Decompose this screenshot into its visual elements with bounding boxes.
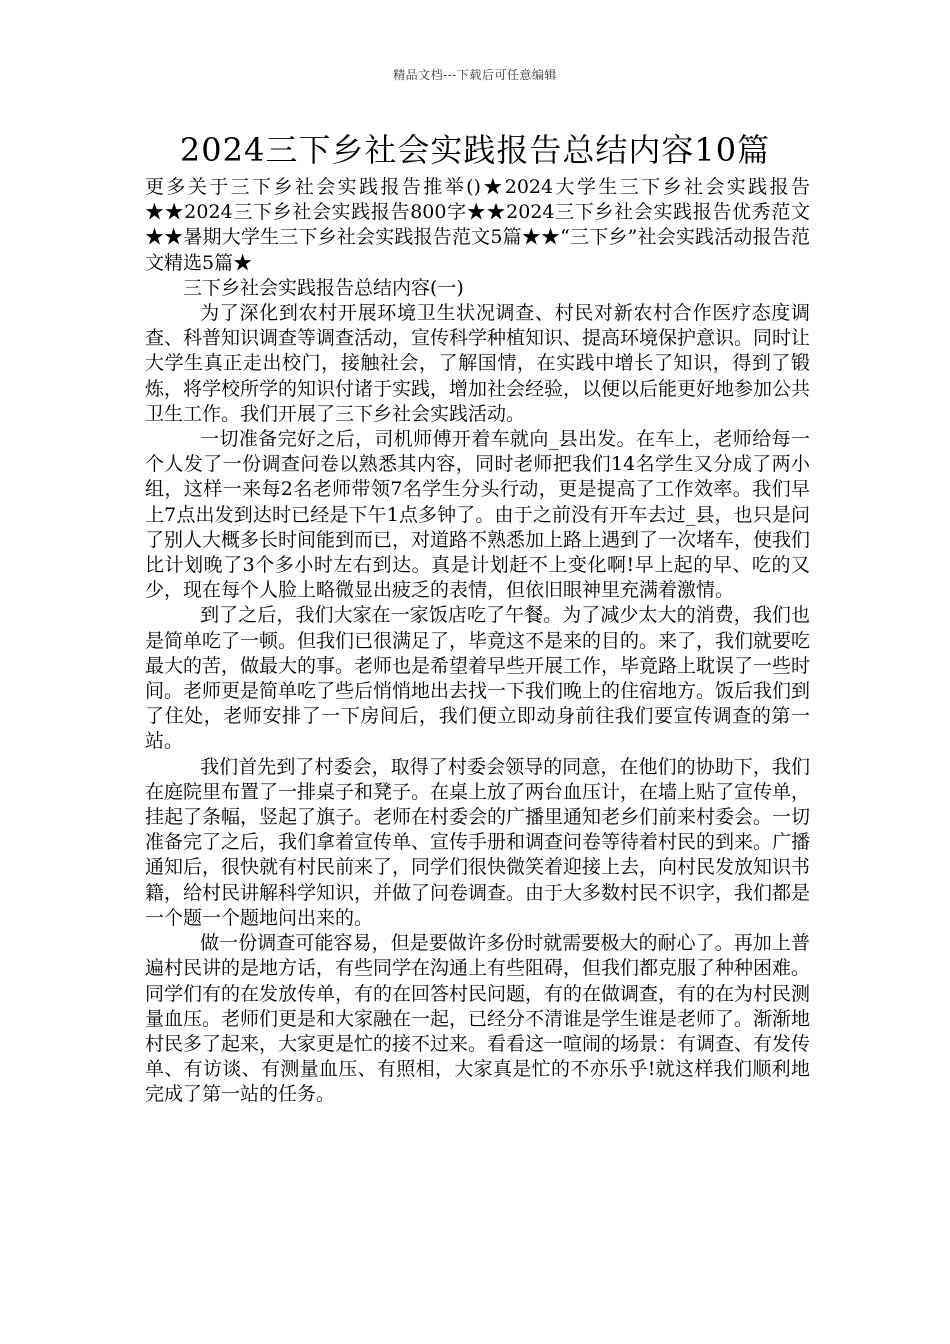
document-body [145,175,810,1108]
intro-paragraph: 更多关于三下乡社会实践报告推举()★2024大学生三下乡社会实践报告★★2024三下乡社会实践报告800字★★2024三下乡社会实践报告优秀范文★★暑期大学生三下乡社会实践报告范文5篇★★“三下乡”社会实践活动报告范文精选5篇★ [145,176,810,274]
header-note: 精品文档---下载后可任意编辑 [393,68,557,82]
document-title: 2024三下乡社会实践报告总结内容10篇 [179,131,771,169]
body-paragraph-5: 做一份调查可能容易，但是要做许多份时就需要极大的耐心了。再加上普遍村民讲的是地方话，有些同学在沟通上有些阻碍，但我们都克服了种种困难。同学们有的在发放传单，有的在回答村民问题，有的在做调查，有的在为村民测量血压。老师们更是和大家融在一起，已经分不清谁是学生谁是老师了。渐渐地村民多了起来，大家更是忙的接不过来。看看这一喧闹的场景：有调查、有发传单、有访谈、有测量血压、有照相，大家真是忙的不亦乐乎!就这样我们顺利地完成了第一站的任务。 [145,932,811,1106]
body-paragraph-1: 为了深化到农村开展环境卫生状况调查、村民对新农村合作医疗态度调查、科普知识调查等调查活动，宣传科学种植知识、提高环境保护意识。同时让大学生真正走出校门，接触社会，了解国情，在实践中增长了知识，得到了锻炼，将学校所学的知识付诸于实践，增加社会经验，以便以后能更好地参加公共卫生工作。我们开展了三下乡社会实践活动。 [145,302,811,425]
body-paragraph-2: 一切准备完好之后，司机师傅开着车就向_县出发。在车上，老师给每一个人发了一份调查问卷以熟悉其内容，同时老师把我们14名学生又分成了两小组，这样一来每2名老师带领7名学生分头行动，更是提高了工作效率。我们早上7点出发到达时已经是下午1点多钟了。由于之前没有开车去过_县，也只是问了别人大概多长时间能到而已，对道路不熟悉加上路上遇到了一次堵车，使我们比计划晚了3个多小时左右到达。真是计划赶不上变化啊!早上起的早、吃的又少，现在每个人脸上略微显出疲乏的表情，但依旧眼神里充满着激情。 [145,428,811,602]
body-paragraph-4: 我们首先到了村委会，取得了村委会领导的同意，在他们的协助下，我们在庭院里布置了一排桌子和凳子。在桌上放了两台血压计，在墙上贴了宣传单，挂起了条幅，竖起了旗子。老师在村委会的广播里通知老乡们前来村委会。一切准备完了之后，我们拿着宣传单、宣传手册和调查问卷等待着村民的到来。广播通知后，很快就有村民前来了，同学们很快微笑着迎接上去，向村民发放知识书籍，给村民讲解科学知识，并做了问卷调查。由于大多数村民不识字，我们都是一个题一个题地问出来的。 [145,755,811,929]
body-paragraph-3: 到了之后，我们大家在一家饭店吃了午餐。为了减少太大的消费，我们也是简单吃了一顿。但我们已很满足了，毕竟这不是来的目的。来了，我们就要吃最大的苦，做最大的事。老师也是希望着早些开展工作，毕竟路上耽误了一些时间。老师更是简单吃了些后悄悄地出去找一下我们晚上的住宿地方。饭后我们到了住处，老师安排了一下房间后，我们便立即动身前往我们要宣传调查的第一站。 [145,604,811,753]
section-heading: 三下乡社会实践报告总结内容(一) [183,276,464,299]
